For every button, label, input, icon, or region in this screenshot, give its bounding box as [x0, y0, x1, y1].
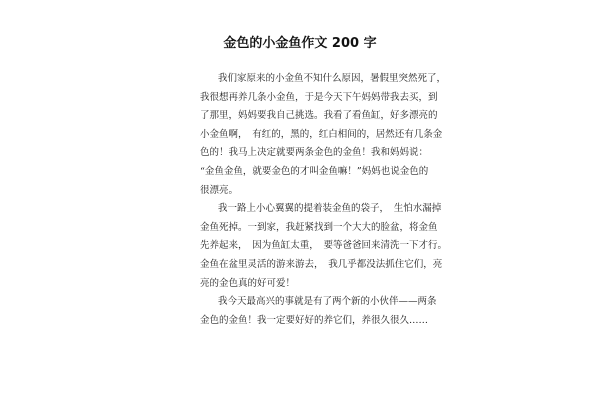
essay-line: 我很想再养几条小金鱼，于是今天下午妈妈带我去买，到 [200, 91, 438, 103]
essay-line: 我们家原来的小金鱼不知什么原因，暑假里突然死了， [218, 73, 447, 84]
essay-line: 色的！我马上决定就要两条金色的金鱼！我和妈妈说： [200, 147, 429, 159]
essay-line: 我今天最高兴的事就是有了两个新的小伙伴——两条 [218, 296, 437, 308]
essay-line: 我一路上小心翼翼的提着装金鱼的袋子， 生怕水漏掉 [218, 203, 442, 215]
essay-line: 先养起来， 因为鱼缸太重， 要等爸爸回来清洗一下才行。 [200, 240, 448, 252]
essay-line: 亮的金色真的好可爱！ [200, 277, 296, 289]
essay-line: 金鱼死掉。一到家，我赶紧找到一个大大的脸盆，将金鱼 [200, 221, 438, 233]
essay-line: 很漂亮。 [200, 184, 239, 196]
document-title: 金色的小金鱼作文 200 字 [223, 36, 377, 51]
essay-line: 金鱼在盆里灵活的游来游去， 我几乎都没法抓住它们，亮 [200, 258, 443, 270]
essay-line: 金色的金鱼！我一定要好好的养它们，养很久很久…… [200, 314, 429, 326]
essay-line: “金鱼金鱼，就要金色的才叫金鱼嘛！”妈妈也说金色的 [200, 165, 429, 177]
essay-body [200, 70, 448, 330]
essay-line: 了那里，妈妈要我自己挑选。我看了看鱼缸，好多漂亮的 [200, 110, 438, 122]
essay-line: 小金鱼啊， 有红的，黑的，红白相间的，居然还有几条金 [200, 128, 443, 140]
